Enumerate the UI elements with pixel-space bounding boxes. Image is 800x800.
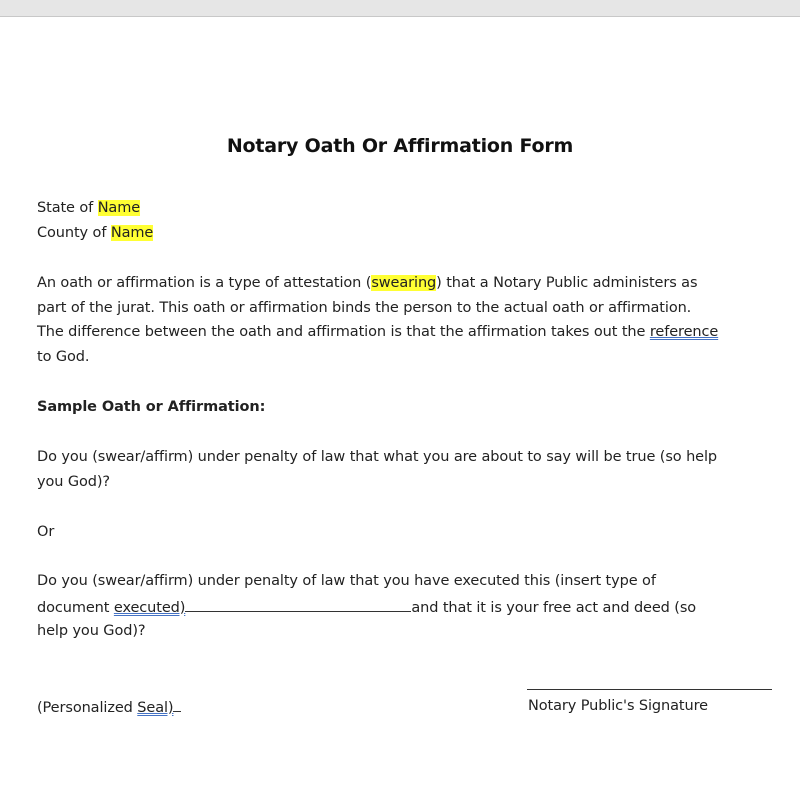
seal-blank [173, 698, 181, 712]
seal-text: (Personalized [37, 700, 138, 716]
oath2-text: and that it is your free act and deed (so [411, 600, 697, 616]
intro-line-1 [37, 275, 697, 291]
intro-line-3 [37, 324, 718, 340]
county-line [37, 225, 153, 241]
oath1-line-1: Do you (swear/affirm) under penalty of law that what you are about to say will be true (so help [37, 449, 718, 465]
oath1-line-2: you God)? [37, 474, 111, 490]
state-label: State of [37, 200, 94, 216]
grammar-flag-word[interactable]: reference [649, 324, 719, 340]
intro-text: ) that a Notary Public administers as [436, 275, 698, 291]
fill-in-blank[interactable] [185, 598, 411, 612]
or-text: Or [37, 524, 55, 540]
oath2-line-2 [37, 598, 696, 616]
oath2-line-1: Do you (swear/affirm) under penalty of law that you have executed this (insert type of [37, 573, 656, 589]
intro-line-2: part of the jurat. This oath or affirmation binds the person to the actual oath or affirmation. [37, 300, 692, 316]
state-line [37, 200, 140, 216]
oath2-line-3: help you God)? [37, 623, 146, 639]
document-page [0, 16, 800, 800]
grammar-flag-word[interactable]: executed) [113, 600, 186, 616]
seal-line [37, 698, 181, 716]
signature-line[interactable] [527, 689, 772, 690]
oath2-text: document [37, 600, 114, 616]
county-value[interactable]: Name [110, 225, 154, 241]
highlighted-word: swearing [371, 275, 437, 291]
intro-line-4: to God. [37, 349, 90, 365]
page-title: Notary Oath Or Affirmation Form [226, 135, 574, 157]
sample-heading: Sample Oath or Affirmation: [37, 399, 266, 415]
intro-text: An oath or affirmation is a type of attestation ( [37, 275, 372, 291]
intro-text: The difference between the oath and affirmation is that the affirmation takes out the [37, 324, 650, 340]
county-label: County of [37, 225, 107, 241]
state-value[interactable]: Name [97, 200, 141, 216]
grammar-flag-word[interactable]: Seal) [137, 700, 174, 716]
signature-label: Notary Public's Signature [528, 698, 708, 714]
